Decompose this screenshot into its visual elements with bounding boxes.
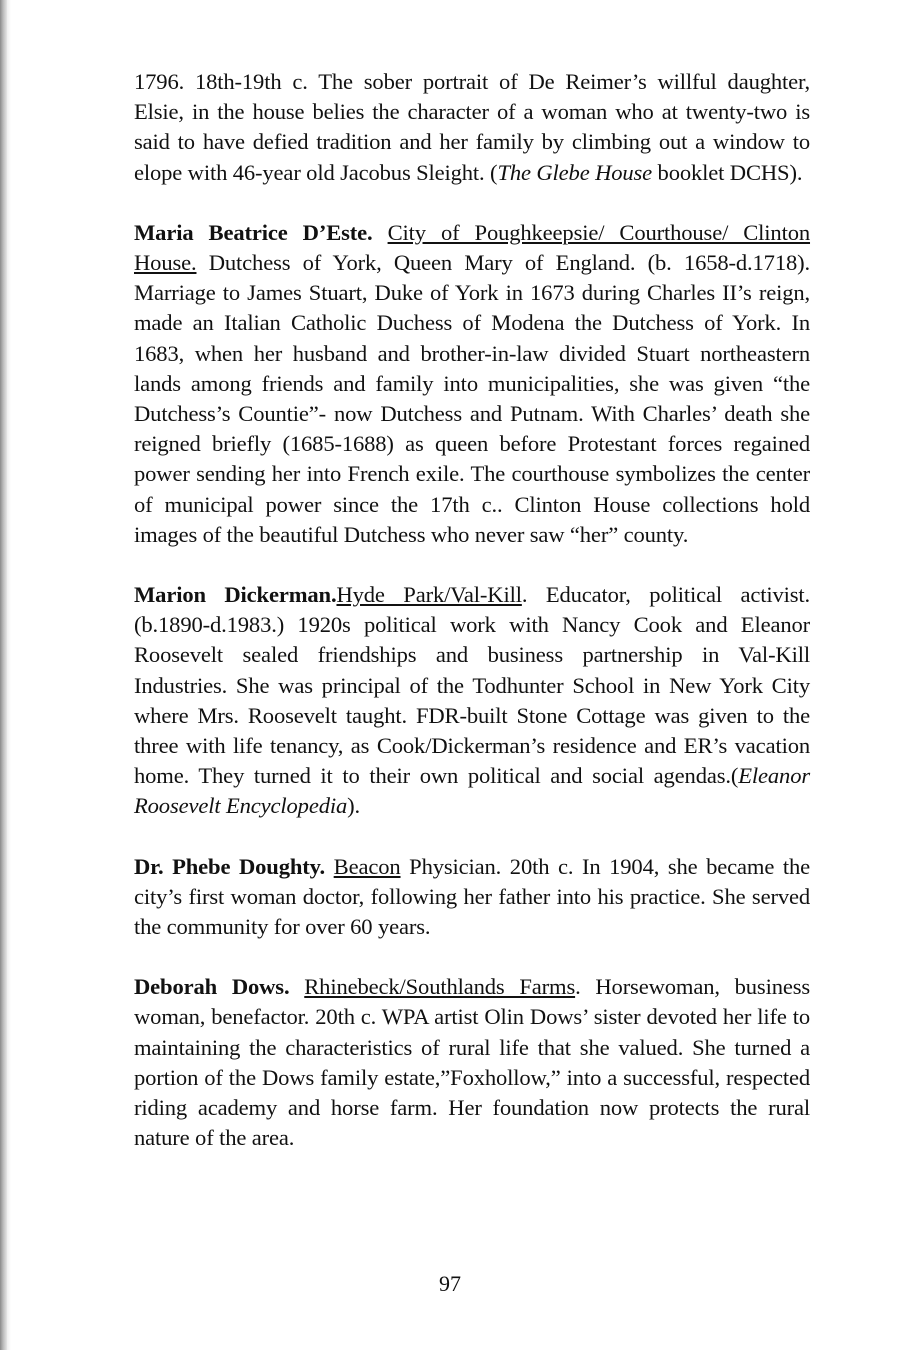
entry-source-tail: booklet DCHS). [652,159,803,185]
entry-name: Deborah Dows. [134,974,290,1000]
entry-body: . Educator, political activist.(b.1890-d.1983.) 1920s political work with Nancy Cook and Eleanor Roosevelt sealed friendships and business partnership in Val-Kill Industries. She was principal of the Todhunter School in New York City where Mrs. Roosevelt taught. FDR-built Stone Cottage was given to the three with life tenancy, as Cook/Dickerman’s residence and ER’s vacation home. They turned it to their own political and social agendas.( [134,582,811,789]
entry-body: Physician. 20th c. In 1904, she became the city’s first woman doctor, following her father into his practice. She served the community for over 60 years. [134,853,811,940]
page-binding-edge [0,0,7,1350]
entry-source: The Glebe House [497,159,653,185]
entry-name: Maria Beatrice D’Este. [134,219,373,245]
entry-body: . Horsewoman, business woman, benefactor. 20th c. WPA artist Olin Dows’ sister devoted her life to maintaining the characteristics of rural life that she valued. She turned a portion of the Dows family estate,”Foxhollow,” into a successful, respected riding academy and horse farm. Her foundation now protects the rural nature of the area. [134,974,811,1151]
page-content [134,67,810,1184]
page-binding-shadow [7,0,11,1350]
entry-source: Eleanor Roosevelt Encyclopedia [134,763,810,819]
entry-continued-de-reimer [134,67,810,188]
page-number: 97 [439,1271,461,1296]
entry-name: Marion Dickerman. [134,582,337,608]
entry-source-tail: ). [347,793,361,819]
entry-body: 1796. 18th-19th c. The sober portrait of De Reimer’s willful daughter, Elsie, in the house belies the character of a woman who at twenty-two is said to have defied tradition and her family by climbing out a window to elope with 46-year old Jacobus Sleight. ( [134,69,810,185]
entry-name: Dr. Phebe Doughty. [134,853,326,879]
entry-location: Beacon [333,853,401,879]
entry-location: City of Poughkeepsie/ Courthouse/ Clinton House. [134,219,811,276]
entry-body: Dutchess of York, Queen Mary of England. (b. 1658-d.1718). Marriage to James Stuart, Duke of York in 1673 during Charles II’s reign, made an Italian Catholic Duchess of Modena the Dutchess of York. In 1683, when her husband and brother-in-law divided Stuart northeastern lands among friends and family into municipalities, she was given “the Dutchess’s Countie”- now Dutchess and Putnam. With Charles’ death she reigned briefly (1685-1688) as queen before Protestant forces regained power sending her into French exile. The courthouse symbolizes the center of municipal power since the 17th c.. Clinton House collections hold images of the beautiful Dutchess who never saw “her” county. [134,250,810,547]
entry-phebe-doughty [134,852,810,943]
entry-deborah-dows [134,972,810,1153]
entry-marion-dickerman [134,580,810,822]
entry-maria-beatrice-deste [134,218,810,550]
entry-location: Hyde Park/Val-Kill [336,582,522,608]
entry-location: Rhinebeck/Southlands Farms [304,974,576,1000]
